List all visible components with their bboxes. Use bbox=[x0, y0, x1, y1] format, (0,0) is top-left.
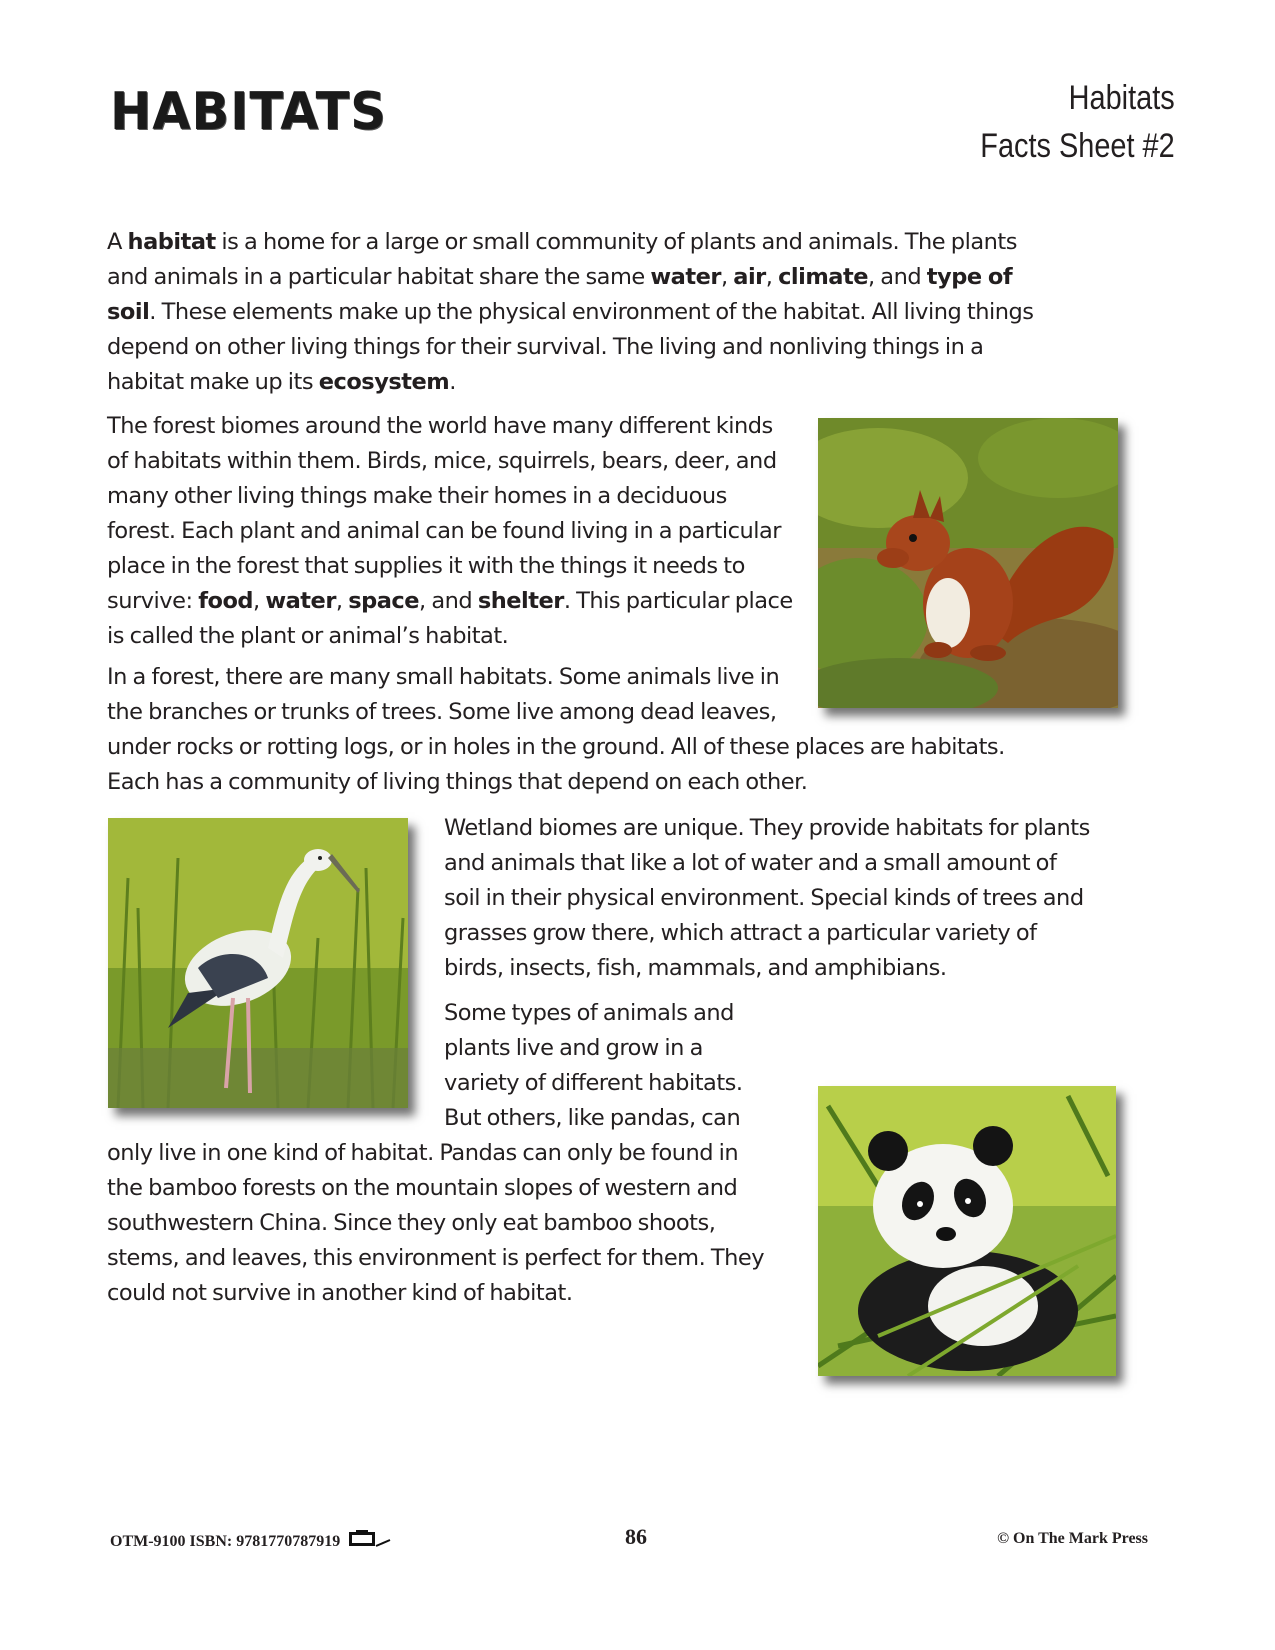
paragraph-forest-biomes: The forest biomes around the world have many different kinds of habitats within them. Birds, mice, squirrels, bears, deer, and many other living things make their homes in a deciduous forest. Each plant and animal can be found living in a particular place in the forest that supplies it with the things it needs to survive: food, water, space, and shelter. This particular place is called the plant or animal’s habitat. bbox=[107, 413, 793, 649]
text-wrap-spacer-left bbox=[107, 996, 444, 1130]
sheet-title-line1: Habitats bbox=[1068, 79, 1175, 117]
habitats-logo: HABITATS bbox=[110, 82, 387, 142]
footer-isbn-text: OTM-9100 ISBN: 9781770787919 bbox=[110, 1533, 341, 1550]
paragraph-intro: A habitat is a home for a large or small community of plants and animals. The plants and animals in a particular habitat share the same water, air, climate, and type of soil. These elements make up the physical environment of the habitat. All living things depend on other living things for their survival. The living and nonliving things in a habitat make up its ecosystem. bbox=[107, 229, 1034, 395]
sheet-title-line2: Facts Sheet #2 bbox=[980, 127, 1175, 165]
computer-icon bbox=[348, 1530, 392, 1555]
sheet-title bbox=[981, 74, 1175, 170]
paragraph-small-habitats: In a forest, there are many small habitats. Some animals live in the branches or trunks of trees. Some live among dead leaves, under rocks or rotting logs, or in holes in the ground. All of these places are habitats. Each has a community of living things that depend on each other. bbox=[107, 660, 1042, 800]
paragraph-wetland: Wetland biomes are unique. They provide habitats for plants and animals that like a lot of water and a small amount of soil in their physical environment. Special kinds of trees and grasses grow there, which attract a particular variety of birds, insects, fish, mammals, and amphibians. bbox=[444, 815, 1090, 981]
page-number: 86 bbox=[625, 1524, 647, 1549]
text-wrap-spacer bbox=[792, 660, 1042, 724]
footer-isbn bbox=[110, 1530, 392, 1555]
text-wrap-spacer-right bbox=[777, 1066, 1097, 1266]
paragraph-pandas: Some types of animals and plants live and grow in a variety of different habitats. But others, like pandas, can only live in one kind of habitat. Pandas can only be found in the bamboo forests on the mountain slopes of western and southwestern China. Since they only eat bamboo shoots, stems, and leaves, this environment is perfect for them. They could not survive in another kind of habitat. bbox=[107, 996, 1097, 1311]
footer-copyright: © On The Mark Press bbox=[997, 1530, 1148, 1547]
